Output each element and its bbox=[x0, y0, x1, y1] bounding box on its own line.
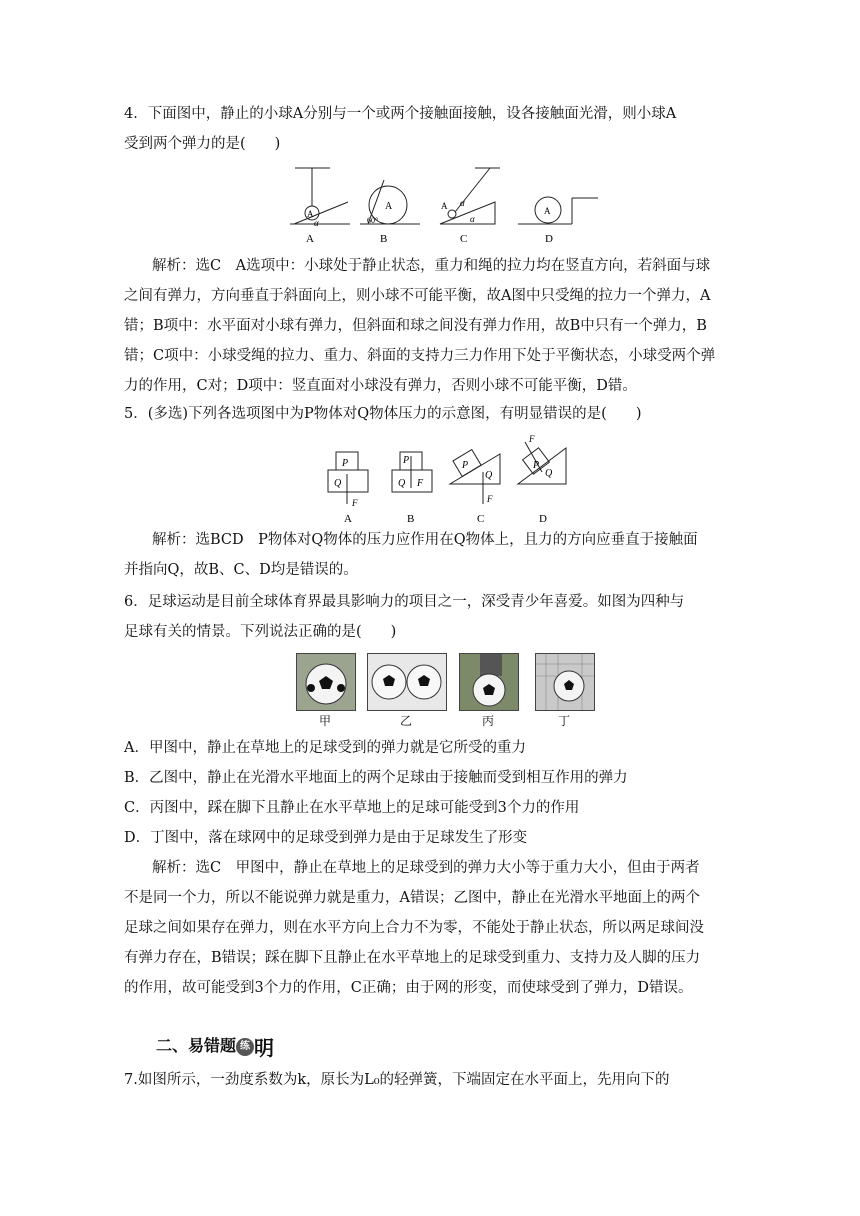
q6-option-b: B．乙图中，静止在光滑水平地面上的两个足球由于接触而受到相互作用的弹力 bbox=[124, 770, 628, 786]
svg-text:60°: 60° bbox=[367, 216, 379, 225]
section-title-big: 明 bbox=[254, 1036, 275, 1060]
practice-badge-icon: 练 bbox=[236, 1038, 254, 1056]
q6-option-d: D．丁图中，落在球网中的足球受到弹力是由于足球发生了形变 bbox=[124, 830, 528, 846]
svg-text:Q: Q bbox=[485, 470, 493, 481]
photo-label-bing: 丙 bbox=[481, 714, 494, 728]
svg-text:P: P bbox=[342, 458, 349, 469]
photo-label-jia: 甲 bbox=[318, 714, 331, 728]
svg-text:P: P bbox=[533, 460, 540, 471]
q4-solution-line2: 之间有弹力，方向垂直于斜面向上，则小球不可能平衡，故A图中只受绳的拉力一个弹力，A bbox=[124, 288, 711, 304]
svg-text:F: F bbox=[487, 494, 493, 504]
svg-text:A: A bbox=[307, 209, 314, 219]
svg-text:Q: Q bbox=[334, 478, 342, 489]
q5-stem-line1: 5．(多选)下列各选项图中为P物体对Q物体压力的示意图，有明显错误的是( ) bbox=[124, 406, 642, 422]
svg-text:A: A bbox=[385, 201, 393, 212]
svg-text:A: A bbox=[544, 206, 551, 216]
q4-stem-line2: 受到两个弹力的是( ) bbox=[124, 136, 281, 152]
q5-figure bbox=[320, 432, 570, 526]
svg-text:C: C bbox=[460, 233, 468, 245]
q6-solution-line3: 足球之间如果存在弹力，则在水平方向上合力不为零，不能处于静止状态，所以两足球间没 bbox=[124, 920, 704, 936]
q6-solution-line2: 不是同一个力，所以不能说弹力就是重力，A错误；乙图中，静止在光滑水平地面上的两个 bbox=[124, 890, 700, 906]
q6-option-c: C．丙图中，踩在脚下且静止在水平草地上的足球可能受到3个力的作用 bbox=[124, 800, 580, 816]
section-title-text: 二、易错题 bbox=[156, 1036, 237, 1055]
photo-jia bbox=[296, 653, 356, 711]
q7-stem-line1: 7.如图所示，一劲度系数为k，原长为L₀的轻弹簧，下端固定在水平面上，先用向下的 bbox=[124, 1072, 670, 1088]
q4-stem-line1: 4．下面图中，静止的小球A分别与一个或两个接触面接触，设各接触面光滑，则小球A bbox=[124, 106, 677, 122]
svg-text:Q: Q bbox=[398, 478, 406, 489]
svg-text:F: F bbox=[529, 434, 535, 444]
photo-bing bbox=[459, 653, 519, 711]
photo-label-yi: 乙 bbox=[399, 714, 412, 728]
q5-solution-line2: 并指向Q，故B、C、D均是错误的。 bbox=[124, 562, 358, 578]
svg-text:A: A bbox=[441, 201, 448, 211]
q6-solution-line4: 有弹力存在，B错误；踩在脚下且静止在水平草地上的足球受到重力、支持力及人脚的压力 bbox=[124, 950, 701, 966]
two-footballs-icon bbox=[368, 654, 446, 710]
svg-text:D: D bbox=[545, 233, 553, 245]
ball-in-net-icon bbox=[536, 654, 594, 710]
section-title bbox=[156, 1032, 274, 1061]
svg-text:Q: Q bbox=[545, 468, 553, 479]
q4-solution-line4: 错；C项中：小球受绳的拉力、重力、斜面的支持力三力作用下处于平衡状态，小球受两个弹 bbox=[124, 348, 716, 364]
football-icon bbox=[297, 654, 355, 710]
svg-text:α: α bbox=[314, 218, 319, 228]
svg-text:P: P bbox=[403, 455, 410, 466]
svg-text:A: A bbox=[306, 233, 314, 245]
photo-ding bbox=[535, 653, 595, 711]
svg-text:P: P bbox=[462, 460, 469, 471]
photo-label-ding: 丁 bbox=[557, 714, 570, 728]
q4-solution-line3: 错；B项中：水平面对小球有弹力，但斜面和球之间没有弹力作用，故B中只有一个弹力，B bbox=[124, 318, 707, 334]
q6-solution-line1: 解析：选C 甲图中，静止在草地上的足球受到的弹力大小等于重力大小，但由于两者 bbox=[152, 860, 700, 876]
svg-text:F: F bbox=[352, 498, 358, 508]
q6-solution-line5: 的作用，故可能受到3个力的作用，C正确；由于网的形变，而使球受到了弹力，D错误。 bbox=[124, 980, 693, 996]
svg-text:α: α bbox=[460, 198, 465, 208]
q6-option-a: A．甲图中，静止在草地上的足球受到的弹力就是它所受的重力 bbox=[124, 740, 526, 756]
svg-text:α: α bbox=[470, 214, 475, 224]
svg-text:A: A bbox=[344, 513, 352, 525]
svg-text:C: C bbox=[477, 513, 485, 525]
photo-yi bbox=[367, 653, 447, 711]
q6-stem-line2: 足球有关的情景。下列说法正确的是( ) bbox=[124, 624, 397, 640]
svg-text:D: D bbox=[539, 513, 547, 525]
q4-figure bbox=[290, 162, 610, 252]
svg-text:F: F bbox=[417, 478, 424, 489]
foot-on-ball-icon bbox=[460, 654, 518, 710]
q6-stem-line1: 6．足球运动是目前全球体育界最具影响力的项目之一，深受青少年喜爱。如图为四种与 bbox=[124, 594, 685, 610]
q4-solution-line5: 力的作用，C对；D项中：竖直面对小球没有弹力，否则小球不可能平衡，D错。 bbox=[124, 378, 637, 394]
q5-solution-line1: 解析：选BCD P物体对Q物体的压力应作用在Q物体上，且力的方向应垂直于接触面 bbox=[152, 532, 698, 548]
svg-text:B: B bbox=[380, 233, 388, 245]
svg-text:B: B bbox=[407, 513, 415, 525]
q4-solution-line1: 解析：选C A选项中：小球处于静止状态，重力和绳的拉力均在竖直方向，若斜面与球 bbox=[152, 258, 711, 274]
